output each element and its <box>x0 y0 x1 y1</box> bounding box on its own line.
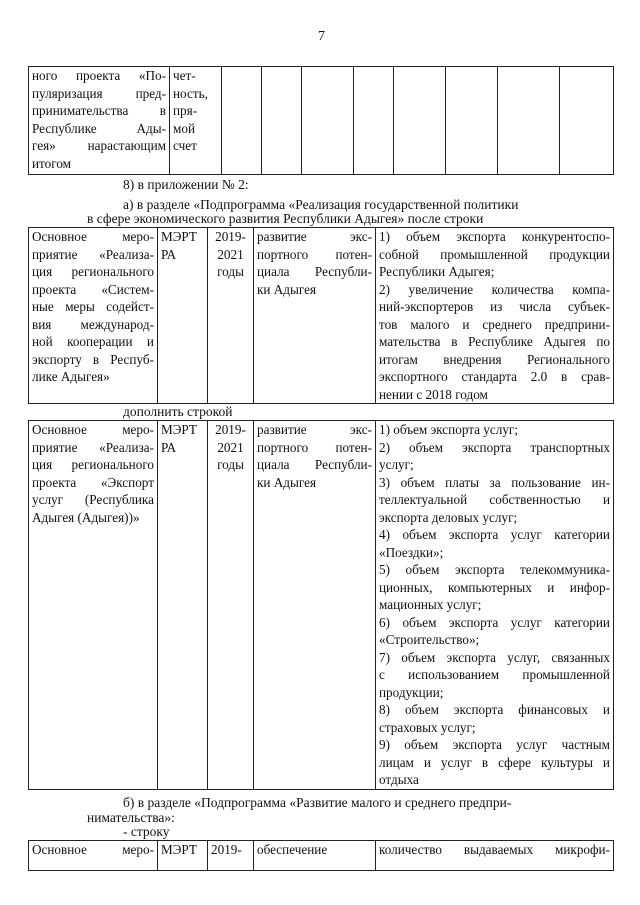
cell-line: ность, <box>173 85 208 101</box>
row3-indicator-cell: количество выдаваемых микрофи- <box>376 841 614 871</box>
cell-line: нении с 2018 годом <box>379 386 488 402</box>
cell-line: Адыгея (Адыгея))» <box>32 509 140 525</box>
cell-line: лике Адыгея» <box>32 369 110 384</box>
cell-line: 2021 <box>217 439 244 455</box>
empty-cell <box>262 67 302 175</box>
add-row-text: дополнить строкой <box>123 404 233 419</box>
row1-indicators-cell <box>376 228 614 404</box>
empty-cell <box>222 67 262 175</box>
item-b-line-1: б) в разделе «Подпрограмма «Развитие малого и среднего предпри- <box>123 795 512 810</box>
cell-line: 2019- <box>215 229 246 244</box>
row3-period-cell: 2019- <box>208 841 254 871</box>
cell-line: услуг; <box>379 457 414 472</box>
row3-table <box>28 840 614 871</box>
empty-cell <box>394 67 446 175</box>
item-8-text: 8) в приложении № 2: <box>123 177 249 192</box>
cell-line: счет <box>173 138 197 153</box>
cell-line: итогам внедрения Регионального <box>379 351 610 367</box>
cell-line: лицам и услуг в сфере культуры и <box>379 754 610 770</box>
cell-line: ки Адыгея <box>257 474 317 490</box>
cell-line: 2021 <box>217 246 244 262</box>
row2-table <box>28 420 614 790</box>
page-number: 7 <box>318 29 325 44</box>
cell-line: портного потен- <box>257 246 372 262</box>
cell-line: 9) объем экспорта услуг частным <box>379 737 610 752</box>
cell-line: 3) объем платы за пользование ин- <box>379 474 610 490</box>
cell-line: приятие «Реализа- <box>32 246 154 262</box>
cell-line: мой <box>173 120 195 136</box>
item-a-line-1: а) в разделе «Подпрограмма «Реализация государственной политики <box>123 197 519 212</box>
cell-line: гея» нарастающим <box>32 138 166 153</box>
cell-line: 2019- <box>215 422 246 437</box>
cell-line: Республике Ады- <box>32 120 166 136</box>
row2-measure-cell <box>29 421 158 790</box>
stroku-text: - строку <box>123 824 170 839</box>
cell-line: циала Республи- <box>257 457 372 472</box>
cell-line: мательства в Республике Адыгея по <box>379 334 610 349</box>
cell-line: Республики Адыгея; <box>379 264 495 279</box>
cell-line: 1) объем экспорта услуг; <box>379 422 519 437</box>
row1-period-cell <box>208 228 254 404</box>
cell-line: пря- <box>173 103 198 118</box>
row1-table <box>28 227 614 404</box>
top-table-unit-cell <box>170 67 222 175</box>
item-a-line-2: в сфере экономического развития Республики Адыгея» после строки <box>87 211 484 226</box>
cell-line: продукции; <box>379 684 444 700</box>
cell-line: годы <box>217 264 244 279</box>
cell-line: 5) объем экспорта телекоммуника- <box>379 562 610 577</box>
row2-indicators-cell <box>376 421 614 790</box>
cell-line: 7) объем экспорта услуг, связанных <box>379 649 610 665</box>
cell-line: Основное меро- <box>32 422 154 437</box>
cell-line: ция регионального <box>32 457 154 472</box>
cell-line: экспорта деловых услуг; <box>379 509 518 525</box>
cell-line: 2) увеличение количества компа- <box>379 281 610 297</box>
cell-line: экспорту в Респуб- <box>32 351 154 367</box>
cell-line: циала Республи- <box>257 264 372 279</box>
cell-line: ция регионального <box>32 264 154 279</box>
cell-line: 4) объем экспорта услуг категории <box>379 527 610 542</box>
cell-line: ные меры содейст- <box>32 299 154 314</box>
cell-line: экспортного стандарта 2.0 в срав- <box>379 369 610 384</box>
empty-cell <box>498 67 560 175</box>
cell-line: пуляризация пред- <box>32 85 166 101</box>
row3-goal-cell: обеспечение <box>254 841 376 871</box>
cell-line: МЭРТ <box>161 422 197 437</box>
cell-line: тов малого и среднего предприни- <box>379 316 610 332</box>
cell-line: РА <box>161 439 177 455</box>
row2-goal-cell <box>254 421 376 790</box>
row3-measure-cell: Основное меро- <box>29 841 158 871</box>
top-table-indicator-cell <box>29 67 170 175</box>
row1-measure-cell <box>29 228 158 404</box>
cell-line: МЭРТ <box>161 229 197 244</box>
cell-line: «Строительство»; <box>379 632 480 647</box>
cell-line: теллектуальной собственностью и <box>379 492 610 507</box>
cell-line: чет- <box>173 68 196 83</box>
cell-line: Основное меро- <box>32 229 154 244</box>
row2-executor-cell <box>158 421 208 790</box>
item-b-line-2: нимательства»: <box>87 810 175 825</box>
cell-line: ного проекта «По- <box>32 68 166 83</box>
cell-line: развитие экс- <box>257 422 372 437</box>
cell-line: с использованием промышленной <box>379 667 610 682</box>
cell-line: портного потен- <box>257 439 372 455</box>
cell-line: «Поездки»; <box>379 544 444 560</box>
cell-line: итогом <box>32 155 72 171</box>
cell-line: 6) объем экспорта услуг категории <box>379 614 610 630</box>
empty-cell <box>354 67 394 175</box>
cell-line: приятие «Реализа- <box>32 439 154 455</box>
empty-cell <box>560 67 614 175</box>
cell-line: 2) объем экспорта транспортных <box>379 439 610 455</box>
row1-executor-cell <box>158 228 208 404</box>
cell-line: ционных, компьютерных и инфор- <box>379 579 610 595</box>
cell-line: ки Адыгея <box>257 281 317 297</box>
cell-line: принимательства в <box>32 103 166 118</box>
cell-line: 8) объем экспорта финансовых и <box>379 702 610 717</box>
cell-line: страховых услуг; <box>379 719 476 735</box>
row1-goal-cell <box>254 228 376 404</box>
cell-line: РА <box>161 246 177 262</box>
row3-executor-cell: МЭРТ <box>158 841 208 871</box>
cell-line: проекта «Систем- <box>32 281 154 297</box>
cell-line: отдыха <box>379 772 419 787</box>
cell-line: вия международ- <box>32 316 154 332</box>
cell-line: собной промышленной продукции <box>379 246 610 262</box>
cell-line: проекта «Экспорт <box>32 474 154 490</box>
cell-line: услуг (Республика <box>32 492 154 507</box>
cell-line: ной кооперации и <box>32 334 154 349</box>
empty-cell <box>446 67 498 175</box>
top-table <box>28 66 614 175</box>
cell-line: 1) объем экспорта конкурентоспо- <box>379 229 610 244</box>
cell-line: развитие экс- <box>257 229 372 244</box>
cell-line: годы <box>217 457 244 472</box>
empty-cell <box>302 67 354 175</box>
cell-line: ний-экспортеров из числа субъек- <box>379 299 610 314</box>
cell-line: мационных услуг; <box>379 597 482 612</box>
row2-period-cell <box>208 421 254 790</box>
